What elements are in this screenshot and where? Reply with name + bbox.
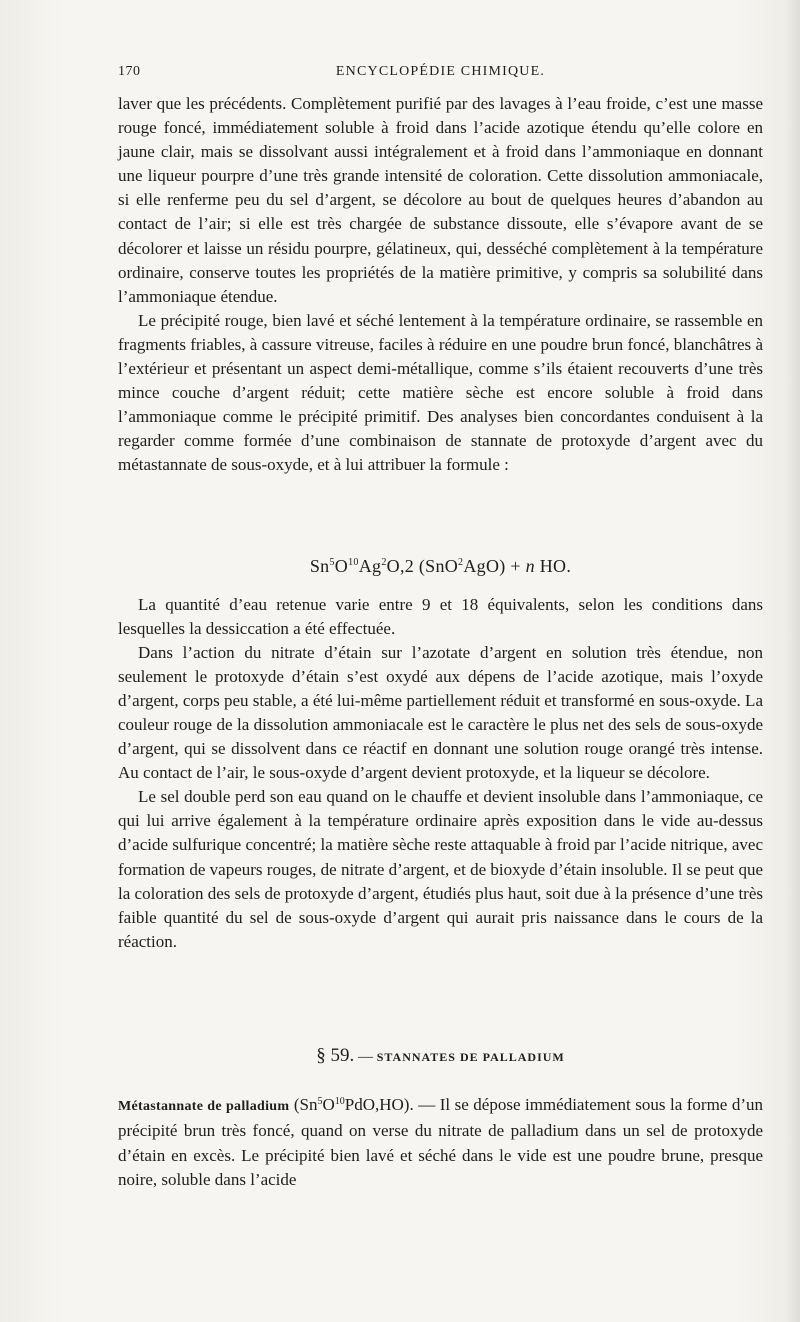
running-title: ENCYCLOPÉDIE CHIMIQUE.	[335, 64, 546, 79]
formula-part: (Sn	[289, 1095, 318, 1114]
text-block-bottom	[118, 1093, 763, 1193]
formula-part: Ag	[358, 556, 382, 576]
paragraph-quantite-eau: La quantité d’eau retenue varie entre 9 et 18 équivalents, selon les conditions dans lesquelles la dessiccation a été effectuée.	[118, 595, 763, 639]
page-number: 170	[118, 64, 141, 79]
paragraph-action-nitrate: Dans l’action du nitrate d’étain sur l’azotate d’argent en solution très étendue, non seulement le protoxyde d’étain s’est oxydé aux dépens de l’acide azotique, mais l’oxyde d’argent, corps peu stable, a été lui-même partiellement réduit et transformé en sous-oxyde. La couleur rouge de la dissolution ammoniacale est le caractère le plus net des sels de sous-oxyde d’argent, qui se dissolvent dans ce réactif en donnant une solution rouge orangé très intense. Au contact de l’air, le sous-oxyde d’argent devient protoxyde, et la liqueur se décolore.	[118, 643, 763, 783]
section-number: § 59.	[316, 1045, 355, 1066]
formula-part: Sn	[309, 556, 330, 576]
formula-part: AgO) +	[463, 556, 526, 576]
paragraph-sel-double: Le sel double perd son eau quand on le chauffe et devient insoluble dans l’ammoniaque, ce qui lui arrive également à la température ordinaire après exposition dans le vide au-dessus d’acide sulfurique concentré; la matière sèche reste attaquable à froid par l’acide nitrique, avec formation de vapeurs rouges, de nitrate d’argent, et de bioxyde d’étain insoluble. Il se peut que la coloration des sels de protoxyde d’argent, étudiés plus haut, soit due à la présence d’une très faible quantité du sel de sous-oxyde d’argent qui aurait pris naissance dans le cours de la réaction.	[118, 787, 763, 951]
formula-superscript: 10	[334, 1096, 345, 1107]
paragraph-precipite-rouge: Le précipité rouge, bien lavé et séché lentement à la température ordinaire, se rassemble en fragments friables, à cassure vitreuse, faciles à réduire en une poudre brun foncé, blanchâtres à l’extérieur et présentant un aspect demi-métallique, comme s’ils étaient recouverts d’une très mince couche d’argent réduit; cette matière sèche est encore soluble à froid dans l’ammoniaque comme le précipité primitif. Des analyses bien concordantes conduisent à la regarder comme formée d’une combinaison de stannate de protoxyde d’argent avec du métastannate de sous-oxyde, et à lui attribuer la formule :	[118, 310, 763, 475]
runin-heading: Métastannate de palladium	[118, 1099, 290, 1114]
formula-part: O	[334, 556, 349, 576]
formula-part: O,2 (SnO	[386, 556, 459, 576]
text-block-top	[118, 92, 763, 478]
formula-variable: n	[525, 556, 535, 576]
formula-superscript: 2	[458, 557, 464, 568]
formula-superscript: 10	[348, 557, 359, 568]
section-dash: —	[354, 1049, 377, 1065]
paragraph-metastannate	[118, 1093, 763, 1193]
page-edge-shadow	[786, 0, 800, 1322]
formula-part: O	[322, 1095, 335, 1114]
formula-superscript: 5	[329, 557, 335, 568]
text-block-middle	[118, 593, 763, 954]
formula-part: HO.	[534, 556, 572, 576]
paragraph-continuation: laver que les précédents. Complètement purifié par des lavages à l’eau froide, c’est une masse rouge foncé, immédiatement soluble à froid dans l’acide azotique étendu qu’elle colore en jaune clair, mais se dissolvant aussi intégralement et à froid dans l’ammoniaque en donnant une liqueur pourpre d’une très grande intensité de coloration. Cette dissolution ammoniacale, si elle renferme peu du sel d’argent, se décolore au bout de quelques heures d’abandon au contact de l’air; si elle est très chargée de substance dissoute, elle s’évapore avant de se décolorer et laisse un résidu pourpre, gélatineux, qui, desséché complètement à la température ordinaire, conserve toutes les propriétés de la matière primitive, y compris sa solubilité dans l’ammoniaque étendue.	[118, 94, 763, 306]
formula-part: PdO,HO).	[344, 1095, 414, 1114]
page-header	[118, 64, 763, 84]
formula-superscript: 5	[317, 1096, 323, 1107]
formula-superscript: 2	[381, 557, 387, 568]
section-title: STANNATES DE PALLADIUM	[376, 1050, 565, 1064]
paragraph-text: — Il se dépose immédiatement sous la forme d’un précipité brun très foncé, quand on verse du nitrate de palladium dans un sel de protoxyde d’étain en excès. Le précipité bien lavé et séché dans le vide est une poudre brune, presque noire, soluble dans l’acide	[118, 1095, 764, 1190]
chemical-formula	[118, 556, 763, 577]
section-heading	[118, 1045, 763, 1067]
